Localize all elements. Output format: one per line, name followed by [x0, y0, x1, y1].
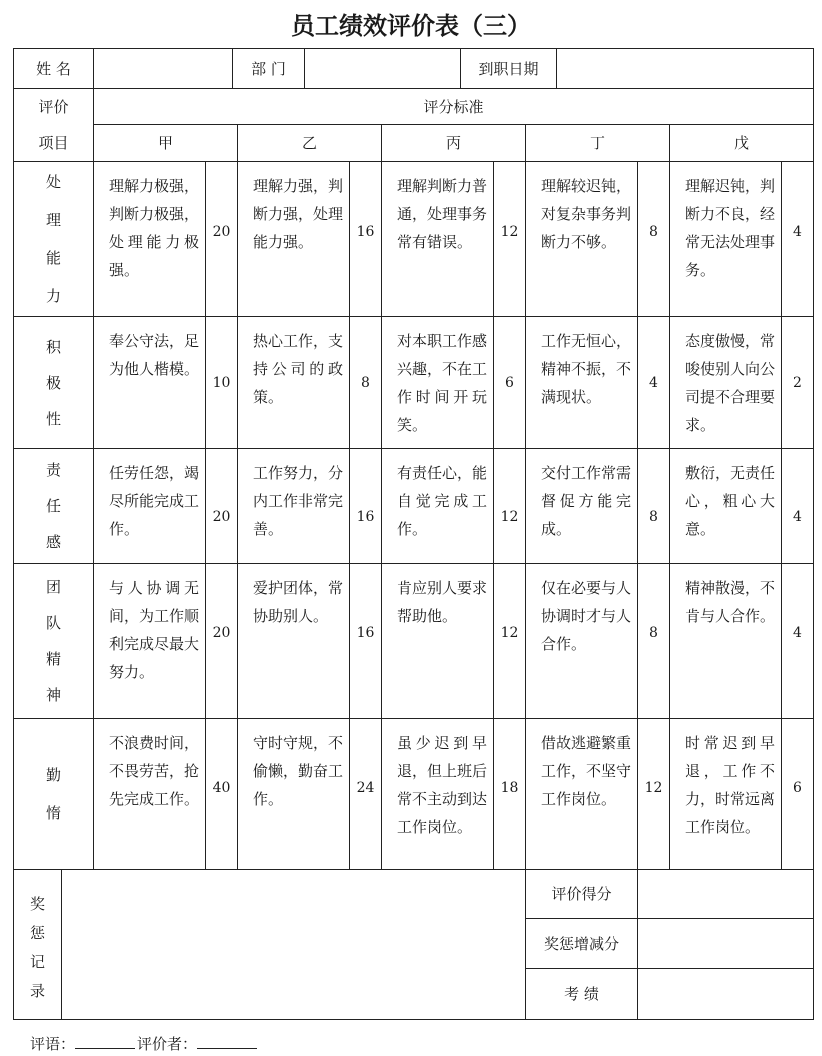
- performance-field[interactable]: [638, 969, 813, 1019]
- criterion-text: 理解力强，判断力强，处理能力强。: [253, 177, 344, 251]
- item-label-char: 能: [45, 249, 61, 267]
- reward-label-char: 惩: [29, 923, 45, 942]
- criterion-score: 12: [500, 625, 519, 641]
- criterion-score: 4: [793, 224, 802, 240]
- criterion-score: 10: [212, 374, 231, 391]
- criterion-score: 8: [361, 374, 370, 391]
- dept-label: 部 门: [251, 59, 286, 78]
- item-label-char: 责: [45, 461, 61, 479]
- item-label-char: 神: [45, 686, 61, 704]
- criterion-score: 16: [356, 509, 375, 525]
- score-field[interactable]: [638, 870, 813, 918]
- criterion-score: 40: [212, 780, 231, 796]
- item-label: [14, 564, 93, 718]
- criterion-score: 24: [356, 780, 375, 796]
- criterion-text: 对本职工作感兴趣，不在工作时间开玩笑。: [397, 332, 488, 434]
- dept-field[interactable]: [305, 49, 460, 88]
- criterion-score: 16: [356, 625, 375, 641]
- item-label-char: 力: [45, 287, 61, 305]
- criterion-text: 理解较迟钝，对复杂事务判断力不够。: [541, 177, 632, 251]
- item-label-char: 队: [45, 614, 61, 632]
- grade-header: 乙: [301, 134, 317, 152]
- performance-label: 考 绩: [564, 985, 599, 1003]
- adjust-label: 奖惩增减分: [543, 934, 619, 953]
- criterion-text: 时常迟到早退，工作不力，时常远离工作岗位。: [685, 734, 776, 836]
- score-label: 评价得分: [551, 885, 612, 903]
- item-label-char: 惰: [45, 804, 61, 822]
- item-label: [14, 719, 93, 869]
- item-label-char: 精: [45, 650, 61, 668]
- criterion-text: 有责任心，能自觉完成工作。: [397, 464, 488, 538]
- criterion-text: 理解判断力普通，处理事务常有错误。: [397, 177, 488, 251]
- item-label-char: 性: [45, 409, 61, 428]
- criterion-text: 理解力极强，判断力极强，处理能力极强。: [109, 177, 200, 279]
- item-label: [14, 162, 93, 316]
- criterion-score: 20: [212, 509, 231, 525]
- reward-label: [14, 870, 61, 1019]
- criterion-text: 工作努力，分内工作非常完善。: [253, 464, 344, 538]
- criterion-text: 交付工作常需督促方能完成。: [541, 464, 632, 538]
- item-label-char: 处: [45, 173, 61, 191]
- criterion-score: 4: [793, 625, 802, 641]
- date-label: 到职日期: [478, 59, 539, 78]
- page-title: 员工绩效评价表（三）: [291, 12, 531, 40]
- eval-item-label: [14, 89, 93, 161]
- criterion-score: 8: [649, 625, 658, 641]
- criterion-text: 精神散漫，不肯与人合作。: [685, 579, 776, 625]
- criterion-text: 仅在必要与人协调时才与人合作。: [541, 579, 632, 653]
- criterion-text: 肯应别人要求帮助他。: [397, 579, 488, 625]
- criterion-score: 20: [212, 625, 231, 641]
- eval-item-label-line: 项目: [38, 134, 69, 152]
- item-label-char: 积: [45, 337, 61, 356]
- criterion-text: 守时守规，不偷懒，勤奋工作。: [253, 734, 344, 808]
- comment-field[interactable]: [75, 1034, 135, 1049]
- grade-header: 丙: [445, 134, 461, 152]
- name-field[interactable]: [94, 49, 232, 88]
- criterion-score: 16: [356, 224, 375, 240]
- reward-label-char: 录: [29, 981, 45, 1000]
- item-label-char: 勤: [45, 766, 61, 784]
- criterion-text: 爱护团体，常协助别人。: [253, 579, 344, 625]
- reward-label-char: 记: [29, 952, 45, 971]
- criterion-text: 借故逃避繁重工作，不坚守工作岗位。: [541, 734, 632, 808]
- standard-label: 评分标准: [423, 97, 484, 116]
- criterion-text: 任劳任怨，竭尽所能完成工作。: [109, 464, 200, 538]
- item-label: [14, 449, 93, 563]
- evaluator-field[interactable]: [197, 1034, 257, 1049]
- criterion-score: 4: [793, 509, 802, 525]
- grade-header: 丁: [589, 134, 605, 152]
- evaluator-label: 评价者：: [137, 1035, 198, 1053]
- item-label-char: 理: [45, 211, 61, 229]
- criterion-text: 态度傲慢，常唆使别人向公司提不合理要求。: [685, 332, 776, 434]
- criterion-score: 2: [793, 374, 802, 391]
- footer: [30, 1034, 259, 1054]
- criterion-score: 12: [500, 509, 519, 525]
- criterion-text: 奉公守法，足为他人楷模。: [109, 332, 200, 378]
- criterion-score: 4: [649, 374, 658, 391]
- criterion-text: 工作无恒心，精神不振，不满现状。: [541, 332, 632, 406]
- grade-header: 甲: [157, 134, 173, 152]
- criterion-score: 8: [649, 509, 658, 525]
- reward-record-field[interactable]: [62, 870, 525, 1019]
- name-label: 姓 名: [36, 59, 71, 78]
- criterion-text: 理解迟钝，判断力不良，经常无法处理事务。: [685, 177, 776, 279]
- criterion-text: 热心工作，支持公司的政策。: [253, 332, 344, 406]
- adjust-field[interactable]: [638, 919, 813, 968]
- criterion-score: 20: [212, 224, 231, 240]
- criterion-text: 不浪费时间，不畏劳苦，抢先完成工作。: [109, 734, 200, 808]
- criterion-score: 6: [793, 780, 802, 796]
- criterion-text: 敷衍，无责任心，粗心大意。: [685, 464, 776, 538]
- item-label-char: 任: [45, 497, 61, 515]
- criterion-score: 6: [505, 374, 514, 391]
- criterion-text: 虽少迟到早退，但上班后常不主动到达工作岗位。: [397, 734, 488, 836]
- comment-label: 评语：: [30, 1035, 76, 1053]
- date-field[interactable]: [557, 49, 813, 88]
- grade-header: 戊: [733, 134, 749, 152]
- item-label-char: 感: [45, 533, 61, 551]
- criterion-score: 8: [649, 224, 658, 240]
- item-label: [14, 317, 93, 448]
- criterion-score: 18: [500, 780, 519, 796]
- item-label-char: 团: [45, 578, 61, 596]
- reward-label-char: 奖: [29, 894, 45, 913]
- criterion-text: 与人协调无间，为工作顺利完成尽最大努力。: [109, 579, 200, 681]
- criterion-score: 12: [500, 224, 519, 240]
- eval-item-label-line: 评价: [38, 98, 69, 116]
- item-label-char: 极: [45, 373, 61, 392]
- criterion-score: 12: [644, 780, 663, 796]
